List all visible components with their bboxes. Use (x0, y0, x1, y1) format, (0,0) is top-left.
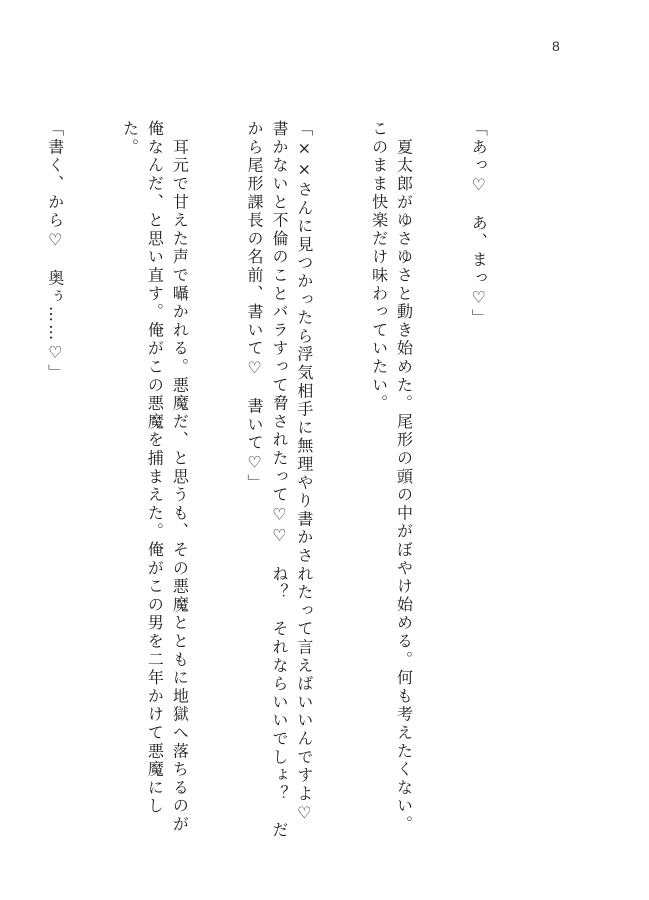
paragraph: 「書く、から♡ 奥ぅ……♡」 (45, 120, 65, 383)
paragraph: 「あっ♡ あ、まっ♡」 (469, 120, 489, 328)
page-number: 8 (552, 38, 560, 54)
body-text (45, 120, 540, 843)
paragraph: 「××さんに見つかったら浮気相手に無理やり書かされたって言えばいいんですよ♡ 書かないと不倫のことバラすって脅されたって♡♡ ね？ それならいいでしょ？ だから尾形課長の名前、書いて♡ 書いて♡」 (245, 120, 314, 843)
paragraph: 耳元で甘えた声で囁かれる。悪魔だ、と思うも、その悪魔とともに地獄へ落ちるのが俺なんだ、と思い直す。俺がこの悪魔を捕まえた。俺がこの男を二年かけて悪魔にした。 (120, 120, 190, 834)
paragraph: 夏太郎がゆさゆさと動き始めた。尾形の頭の中がぼやけ始める。何も考えたくない。このまま快楽だけ味わっていたい。 (369, 120, 414, 834)
